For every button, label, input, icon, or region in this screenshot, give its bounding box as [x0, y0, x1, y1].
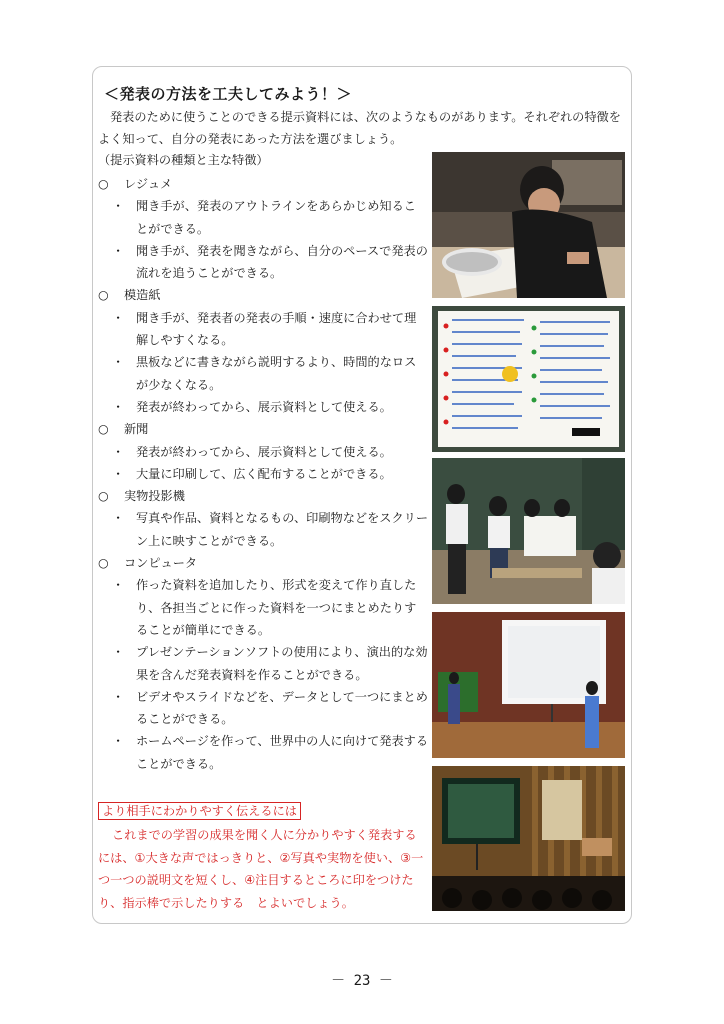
photo-student-reading-resume — [432, 152, 625, 298]
bullet-icon: ・ — [112, 444, 125, 459]
tip-heading: より相手にわかりやすく伝えるには — [98, 802, 301, 820]
category-resume — [98, 173, 428, 195]
category-mozoshi — [98, 284, 428, 306]
bullet-icon: ・ — [112, 578, 125, 593]
bullet-icon: ・ — [112, 466, 125, 481]
category-label: レジュメ — [124, 177, 173, 191]
category-projector — [98, 485, 428, 507]
category-label: 新聞 — [124, 422, 149, 437]
list-item: ・ 聞き手が、発表者の発表の手順・速度に合わせて理解しやすくなる。 — [98, 307, 428, 352]
circle-icon: ○ — [98, 556, 109, 571]
tip-paragraph: これまでの学習の成果を聞く人に分かりやすく発表するには、①大きな声ではっきりと、②写真や実物を使い、③一つ一つの説明文を短くし、④注目するところに印をつけたり、指示棒で示したりする とよいでしょう。 — [98, 828, 424, 910]
list-item: ・ 黒板などに書きながら説明するより、時間的なロスが少なくなる。 — [98, 351, 428, 396]
photo-auditorium-presentation — [432, 766, 625, 911]
list-item: ・ 聞き手が、発表を聞きながら、自分のペースで発表の流れを追うことができる。 — [98, 240, 428, 285]
list-item: ・ 大量に印刷して、広く配布することができる。 — [98, 463, 428, 485]
list-item: ・ 写真や作品、資料となるもの、印刷物などをスクリーン上に映すことができる。 — [98, 507, 428, 552]
bullet-icon: ・ — [112, 511, 125, 526]
bullet-icon: ・ — [112, 199, 125, 214]
list-item: ・ 発表が終わってから、展示資料として使える。 — [98, 396, 428, 418]
category-label: コンピュータ — [124, 556, 198, 571]
photo-poster-paper — [432, 306, 625, 452]
photo-projector-screen — [432, 612, 625, 758]
bullet-icon: ・ — [112, 355, 125, 370]
page-title: ＜発表の方法を工夫してみよう！＞ — [104, 85, 353, 103]
circle-icon: ○ — [98, 177, 109, 191]
list-item: ・ 発表が終わってから、展示資料として使える。 — [98, 441, 428, 463]
category-label: 実物投影機 — [124, 489, 185, 504]
category-shinbun — [98, 418, 428, 440]
list-item: ・ ビデオやスライドなどを、データとして一つにまとめることができる。 — [98, 686, 428, 731]
list-item: ・ 作った資料を追加したり、形式を変えて作り直したり、各担当ごとに作った資料を一つにまとめたりすることが簡単にできる。 — [98, 574, 428, 641]
category-computer — [98, 552, 428, 574]
bullet-icon: ・ — [112, 399, 125, 414]
photo-classroom-presentation — [432, 458, 625, 604]
list-item: ・ ホームページを作って、世界中の人に向けて発表することができる。 — [98, 730, 428, 775]
circle-icon: ○ — [98, 288, 109, 303]
bullet-icon: ・ — [112, 734, 125, 749]
bullet-icon: ・ — [112, 310, 125, 325]
circle-icon: ○ — [98, 489, 109, 504]
circle-icon: ○ — [98, 422, 109, 437]
bullet-icon: ・ — [112, 645, 125, 660]
list-item: ・ プレゼンテーションソフトの使用により、演出的な効果を含んだ発表資料を作ることができる。 — [98, 641, 428, 686]
intro-paragraph: 発表のために使うことのできる提示資料には、次のようなものがあります。それぞれの特徴をよく知って、自分の発表にあった方法を選びましょう。 — [98, 110, 621, 146]
bullet-icon: ・ — [112, 689, 125, 704]
category-label: 模造紙 — [124, 288, 161, 303]
bullet-icon: ・ — [112, 243, 125, 258]
page-number: － 23 － — [331, 973, 393, 989]
materials-list — [98, 173, 428, 775]
list-item: ・ 聞き手が、発表のアウトラインをあらかじめ知ることができる。 — [98, 195, 428, 240]
list-caption: （提示資料の種類と主な特徴） — [98, 153, 269, 167]
